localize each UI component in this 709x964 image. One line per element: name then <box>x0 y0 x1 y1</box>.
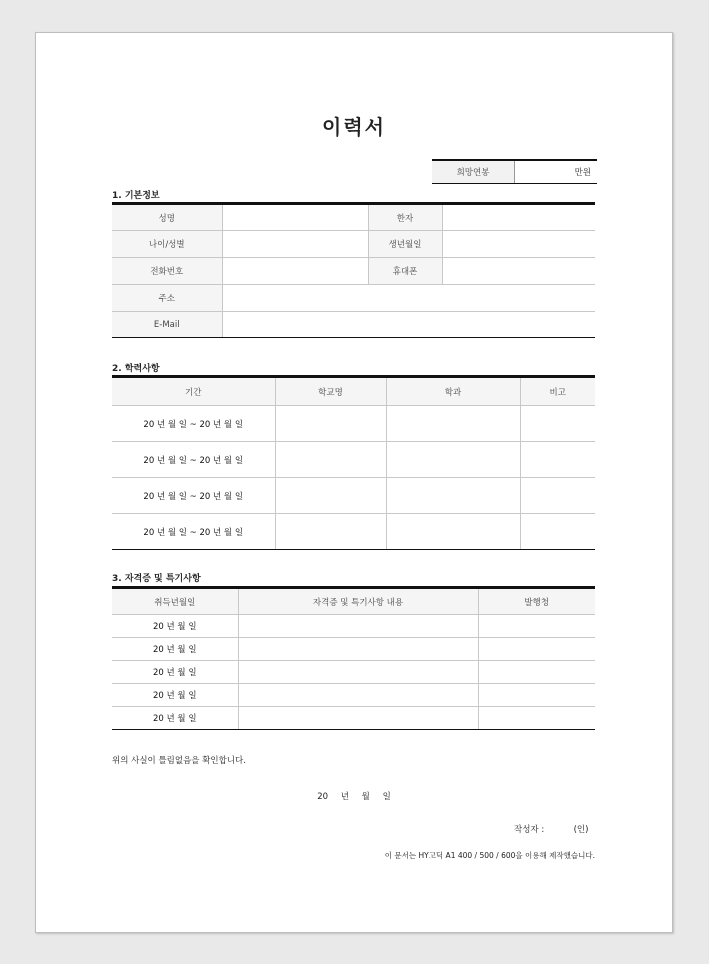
confirmation-text: 위의 사실이 틀림없음을 확인합니다. <box>112 756 246 766</box>
age-gender-field[interactable] <box>222 231 368 258</box>
cert-content-field[interactable] <box>238 615 478 638</box>
phone-field[interactable] <box>222 258 368 285</box>
edu-school-field[interactable] <box>275 406 386 442</box>
address-field[interactable] <box>222 285 595 312</box>
cert-content-field[interactable] <box>238 707 478 730</box>
edu-note-field[interactable] <box>520 514 595 550</box>
edu-school-field[interactable] <box>275 478 386 514</box>
education-table <box>112 375 595 550</box>
cert-issuer-field[interactable] <box>478 638 595 661</box>
edu-period: 20 년 월 일 ~ 20 년 월 일 <box>112 514 275 550</box>
cert-date: 20 년 월 일 <box>112 707 238 730</box>
age-gender-label: 나이/성별 <box>112 231 222 258</box>
seal-mark: (인) <box>573 825 589 835</box>
edu-header-major: 학과 <box>386 377 520 406</box>
mobile-field[interactable] <box>442 258 595 285</box>
edu-period: 20 년 월 일 ~ 20 년 월 일 <box>112 478 275 514</box>
signature-date: 20 년 월 일 <box>317 792 391 802</box>
cert-date: 20 년 월 일 <box>112 661 238 684</box>
name-field[interactable] <box>222 204 368 231</box>
document-page <box>35 32 673 933</box>
edu-major-field[interactable] <box>386 406 520 442</box>
edu-header-note: 비고 <box>520 377 595 406</box>
cert-header-content: 자격증 및 특기사항 내용 <box>238 588 478 615</box>
writer-label: 작성자 : <box>514 825 545 835</box>
edu-note-field[interactable] <box>520 406 595 442</box>
cert-date: 20 년 월 일 <box>112 684 238 707</box>
cert-date: 20 년 월 일 <box>112 638 238 661</box>
section-education-heading: 2. 학력사항 <box>112 364 160 374</box>
edu-major-field[interactable] <box>386 514 520 550</box>
edu-school-field[interactable] <box>275 442 386 478</box>
salary-table <box>432 159 597 184</box>
section-certificates-heading: 3. 자격증 및 특기사항 <box>112 574 201 584</box>
cert-header-issuer: 발행청 <box>478 588 595 615</box>
mobile-label: 휴대폰 <box>368 258 442 285</box>
edu-major-field[interactable] <box>386 478 520 514</box>
footer-note: 이 문서는 HY고딕 A1 400 / 500 / 600을 이용해 제작했습니다. <box>384 851 595 860</box>
cert-issuer-field[interactable] <box>478 707 595 730</box>
edu-major-field[interactable] <box>386 442 520 478</box>
hanja-field[interactable] <box>442 204 595 231</box>
phone-label: 전화번호 <box>112 258 222 285</box>
name-label: 성명 <box>112 204 222 231</box>
birth-label: 생년월일 <box>368 231 442 258</box>
cert-issuer-field[interactable] <box>478 661 595 684</box>
edu-period: 20 년 월 일 ~ 20 년 월 일 <box>112 406 275 442</box>
edu-note-field[interactable] <box>520 478 595 514</box>
email-label: E-Mail <box>112 312 222 338</box>
email-field[interactable] <box>222 312 595 338</box>
cert-header-date: 취득년월일 <box>112 588 238 615</box>
cert-content-field[interactable] <box>238 684 478 707</box>
salary-label: 희망연봉 <box>432 160 515 184</box>
cert-date: 20 년 월 일 <box>112 615 238 638</box>
birth-field[interactable] <box>442 231 595 258</box>
edu-period: 20 년 월 일 ~ 20 년 월 일 <box>112 442 275 478</box>
page-title: 이력서 <box>322 115 386 139</box>
cert-content-field[interactable] <box>238 638 478 661</box>
cert-issuer-field[interactable] <box>478 615 595 638</box>
certificates-table <box>112 586 595 730</box>
address-label: 주소 <box>112 285 222 312</box>
edu-school-field[interactable] <box>275 514 386 550</box>
edu-header-school: 학교명 <box>275 377 386 406</box>
basic-info-table <box>112 202 595 338</box>
section-basic-info-heading: 1. 기본정보 <box>112 191 160 201</box>
cert-content-field[interactable] <box>238 661 478 684</box>
writer-line <box>514 823 588 835</box>
cert-issuer-field[interactable] <box>478 684 595 707</box>
salary-value[interactable]: 만원 <box>515 160 598 184</box>
hanja-label: 한자 <box>368 204 442 231</box>
edu-header-period: 기간 <box>112 377 275 406</box>
edu-note-field[interactable] <box>520 442 595 478</box>
